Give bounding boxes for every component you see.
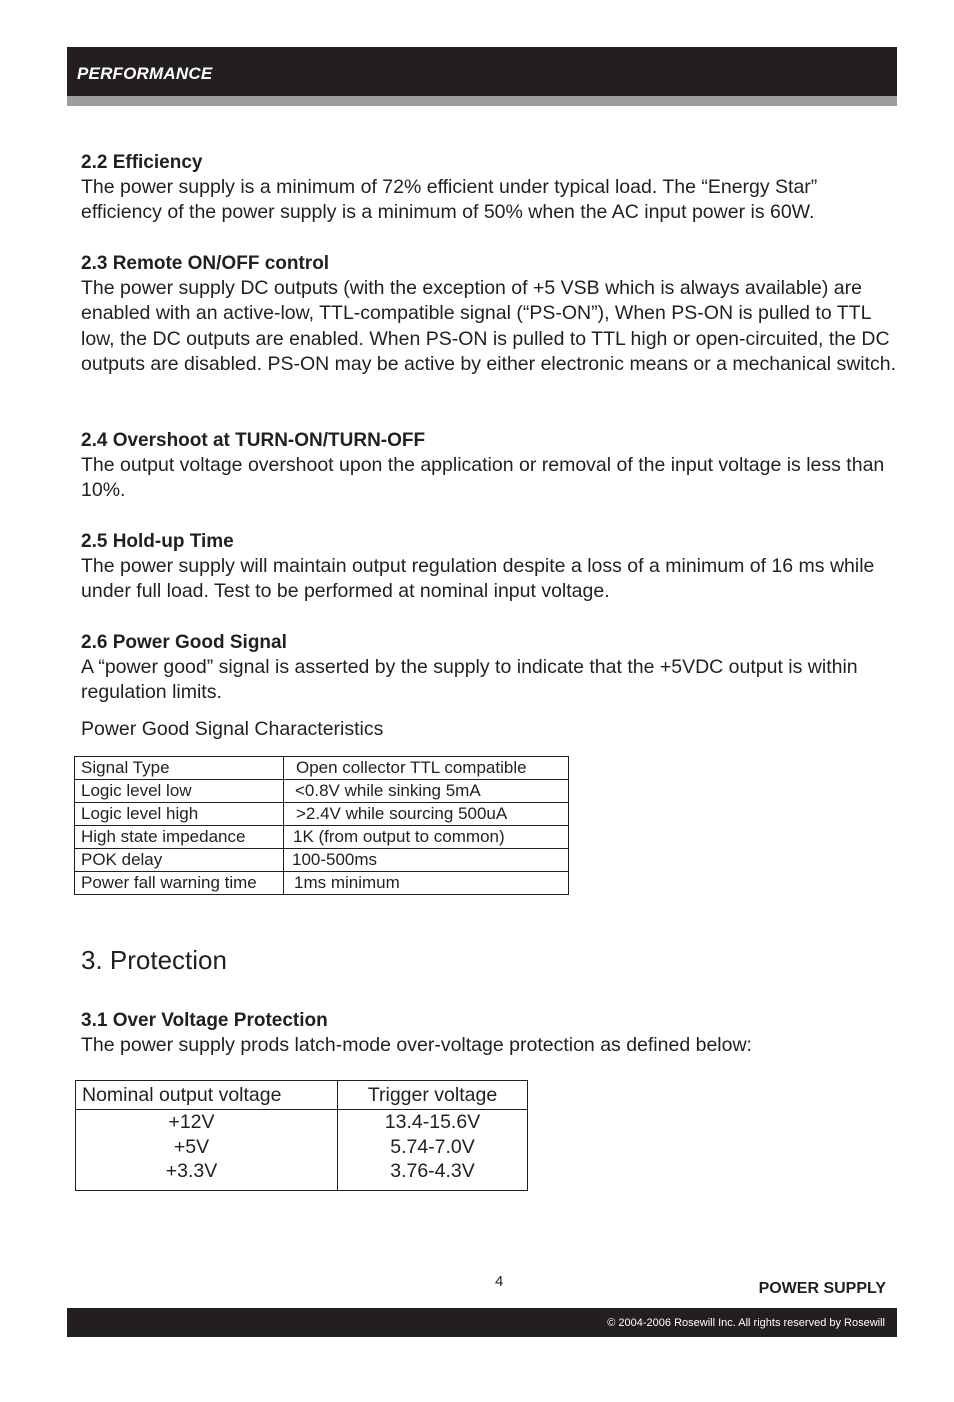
footer-label: POWER SUPPLY: [758, 1280, 886, 1297]
table-cell: Logic level high: [75, 803, 284, 826]
page-number: 4: [495, 1273, 504, 1290]
section-body: A “power good” signal is asserted by the supply to indicate that the +5VDC output is within regulation limits.: [81, 656, 858, 704]
section-body: The power supply is a minimum of 72% efficient under typical load. The “Energy Star” efficiency of the power supply is a minimum of 50% when the AC input power is 60W.: [81, 176, 818, 224]
table-cell: 100-500ms: [284, 849, 569, 872]
table-cell: Open collector TTL compatible: [284, 757, 569, 780]
table-caption: Power Good Signal Characteristics: [81, 718, 384, 740]
section-power-good: [81, 630, 901, 706]
table-cell: +5V: [76, 1135, 338, 1160]
table-header-row: [76, 1081, 528, 1110]
section-heading: 2.4 Overshoot at TURN-ON/TURN-OFF: [81, 430, 426, 451]
power-good-table: [74, 756, 569, 895]
table-cell: Signal Type: [75, 757, 284, 780]
section-efficiency: [81, 150, 901, 226]
section-heading: 2.3 Remote ON/OFF control: [81, 253, 330, 274]
table-cell: Logic level low: [75, 780, 284, 803]
table-cell: 1ms minimum: [284, 872, 569, 895]
table-row: [75, 803, 569, 826]
table-row: [75, 872, 569, 895]
section-heading: 3.1 Over Voltage Protection: [81, 1010, 328, 1031]
table-cell: <0.8V while sinking 5mA: [284, 780, 569, 803]
table-cell: 13.4-15.6V: [384, 1111, 481, 1133]
table-row: [75, 849, 569, 872]
table-cell: POK delay: [75, 849, 284, 872]
copyright-text: © 2004-2006 Rosewill Inc. All rights reserved by Rosewill: [607, 1317, 885, 1329]
header-shadow: [67, 96, 897, 106]
section-heading: 2.2 Efficiency: [81, 152, 203, 173]
table-cell: 1K (from output to common): [284, 826, 569, 849]
section-holdup-time: [81, 529, 901, 605]
section-remote-control: [81, 251, 901, 377]
table-cell: +3.3V: [76, 1160, 338, 1191]
section-heading: 2.5 Hold-up Time: [81, 531, 234, 552]
table-row: [75, 757, 569, 780]
page-header-title: PERFORMANCE: [77, 64, 213, 83]
table-cell: 5.74-7.0V: [390, 1136, 475, 1158]
table-cell: >2.4V while sourcing 500uA: [284, 803, 569, 826]
table-cell: High state impedance: [75, 826, 284, 849]
table-row: [75, 826, 569, 849]
section-heading: 2.6 Power Good Signal: [81, 632, 287, 653]
table-cell: +12V: [76, 1110, 338, 1136]
column-header: Trigger voltage: [338, 1081, 528, 1110]
table-cell: Power fall warning time: [75, 872, 284, 895]
table-row: [76, 1135, 528, 1160]
section-body: The power supply DC outputs (with the exception of +5 VSB which is always available) are enabled with an active-low, TTL-compatible signal (“PS-ON”), When PS-ON is pulled to TTL low, the DC outputs are enabled. When PS-ON is pulled to TTL high or open-circuited, the DC outputs are disabled. PS-ON may be active by either electronic means or a mechanical switch.: [81, 277, 897, 375]
table-row: [76, 1160, 528, 1191]
table-row: [75, 780, 569, 803]
section-overshoot: [81, 428, 901, 504]
section-body: The power supply prods latch-mode over-voltage protection as defined below:: [81, 1034, 752, 1056]
table-cell: 3.76-4.3V: [390, 1160, 475, 1182]
over-voltage-table: [75, 1080, 528, 1191]
section-body: The power supply will maintain output regulation despite a loss of a minimum of 16 ms while under full load. Test to be performed at nominal input voltage.: [81, 555, 875, 603]
section-body: The output voltage overshoot upon the application or removal of the input voltage is less than 10%.: [81, 454, 885, 502]
protection-title: 3. Protection: [81, 945, 227, 975]
section-over-voltage: [81, 1008, 901, 1058]
table-row: [76, 1110, 528, 1136]
column-header: Nominal output voltage: [76, 1081, 338, 1110]
